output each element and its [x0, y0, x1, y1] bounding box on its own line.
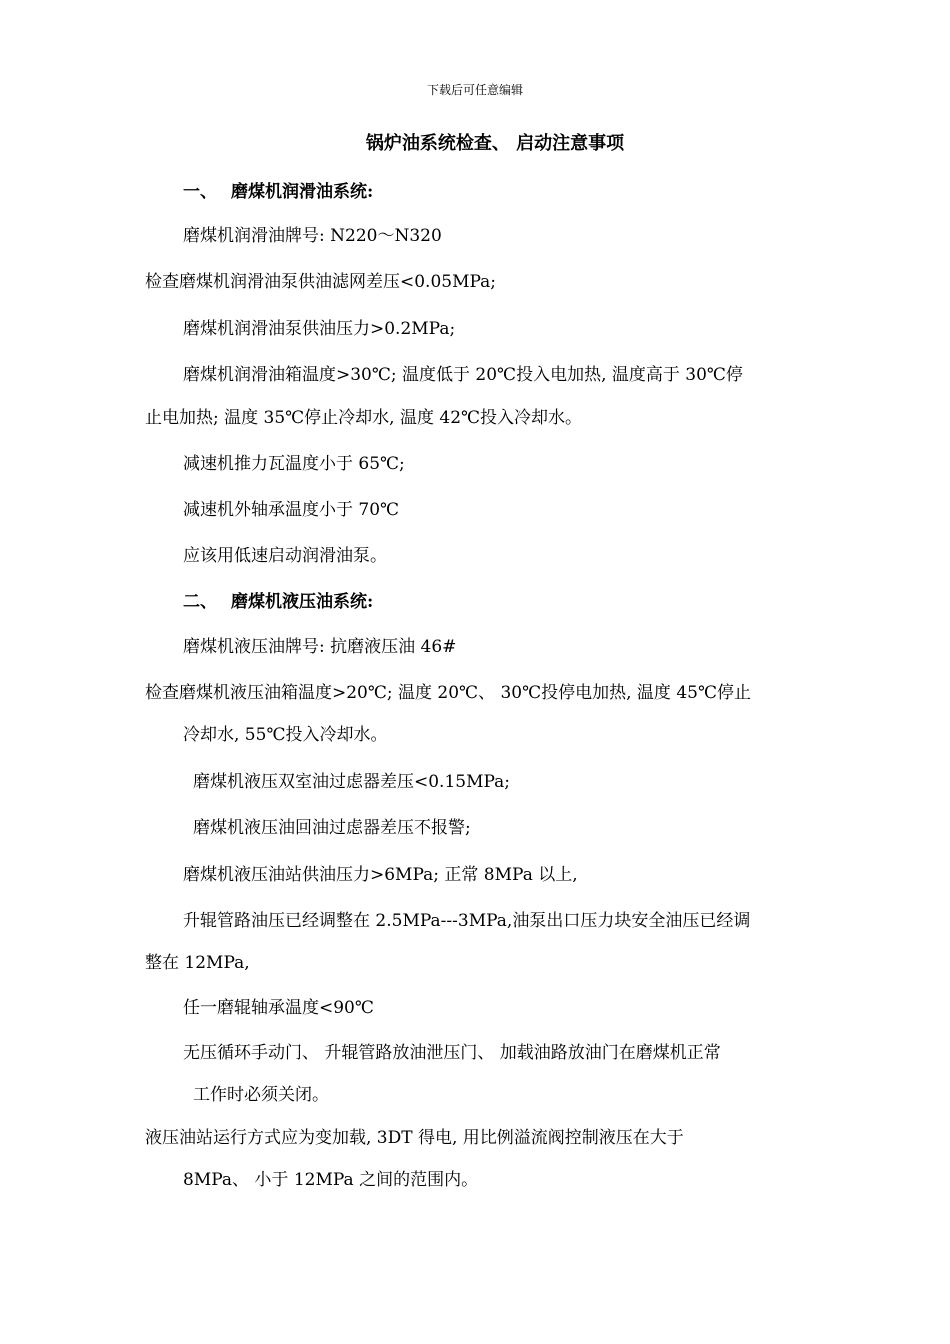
paragraph-line: 磨煤机液压双室油过虑器差压<0.15MPa;	[193, 772, 511, 792]
section-heading-2	[183, 590, 373, 614]
document-title: 锅炉油系统检查、 启动注意事项	[365, 133, 625, 154]
paragraph-line: 应该用低速启动润滑油泵。	[183, 546, 387, 566]
paragraph-line: 检查磨煤机液压油箱温度>20℃; 温度 20℃、 30℃投停电加热, 温度 45℃停止	[145, 683, 751, 703]
section-title-1: 磨煤机润滑油系统:	[231, 182, 374, 202]
paragraph-line: 磨煤机润滑油牌号: N220～N320	[183, 226, 442, 246]
paragraph-line: 磨煤机润滑油泵供油压力>0.2MPa;	[183, 319, 456, 339]
paragraph-line: 冷却水, 55℃投入冷却水。	[183, 725, 388, 745]
paragraph-line: 检查磨煤机润滑油泵供油滤网差压<0.05MPa;	[145, 272, 497, 292]
paragraph-line: 减速机推力瓦温度小于 65℃;	[183, 454, 405, 474]
paragraph-line: 任一磨辊轴承温度<90℃	[183, 998, 374, 1018]
paragraph-line: 8MPa、 小于 12MPa 之间的范围内。	[183, 1170, 479, 1190]
section-heading-1	[183, 180, 373, 204]
paragraph-line: 磨煤机液压油牌号: 抗磨液压油 46#	[183, 637, 457, 657]
paragraph-line: 减速机外轴承温度小于 70℃	[183, 500, 400, 520]
paragraph-line: 磨煤机润滑油箱温度>30℃; 温度低于 20℃投入电加热, 温度高于 30℃停	[183, 365, 743, 385]
page-header: 下载后可任意编辑	[426, 83, 523, 97]
paragraph-line: 无压循环手动门、 升辊管路放油泄压门、 加载油路放油门在磨煤机正常	[183, 1043, 721, 1063]
paragraph-line: 液压油站运行方式应为变加载, 3DT 得电, 用比例溢流阀控制液压在大于	[145, 1128, 684, 1148]
section-number-1: 一、	[183, 182, 217, 202]
section-title-2: 磨煤机液压油系统:	[231, 592, 374, 612]
paragraph-line: 磨煤机液压油站供油压力>6MPa; 正常 8MPa 以上,	[183, 865, 578, 885]
paragraph-line: 磨煤机液压油回油过虑器差压不报警;	[193, 818, 471, 838]
paragraph-line: 升辊管路油压已经调整在 2.5MPa---3MPa,油泵出口压力块安全油压已经调	[183, 911, 751, 931]
paragraph-line: 工作时必须关闭。	[193, 1085, 329, 1105]
paragraph-line: 整在 12MPa,	[145, 953, 250, 973]
paragraph-line: 止电加热; 温度 35℃停止冷却水, 温度 42℃投入冷却水。	[145, 408, 583, 428]
section-number-2: 二、	[183, 592, 217, 612]
